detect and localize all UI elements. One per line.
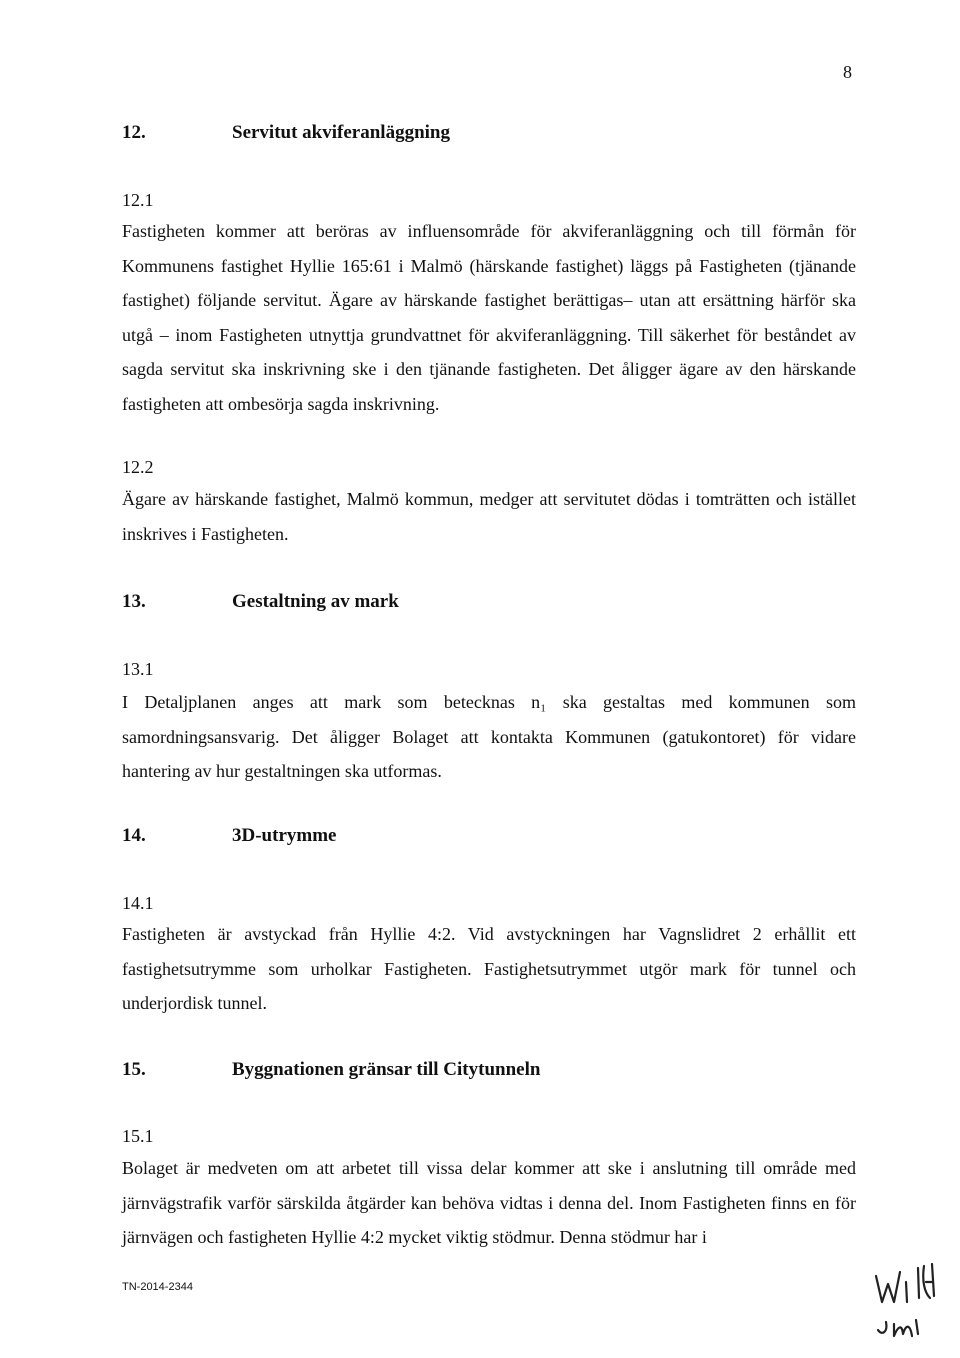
paragraph-13-1: I Detaljplanen anges att mark som betecknas n₁ ska gestaltas med kommunen som samordningsansvarig. Det åligger Bolaget att kontakta Kommunen (gatukontoret) för vidare hantering av hur gestaltningen ska utformas. (122, 692, 856, 781)
document-code: TN-2014-2344 (122, 1281, 193, 1293)
subsection-number-12-1: 12.1 (122, 190, 154, 210)
section-heading-15 (122, 1059, 540, 1081)
section-number: 12. (122, 122, 146, 143)
section-heading-14 (122, 825, 336, 847)
section-title: Byggnationen gränsar till Citytunneln (232, 1059, 541, 1080)
section-heading-12 (122, 122, 450, 144)
section-title: 3D-utrymme (232, 825, 337, 846)
section-heading-13 (122, 591, 399, 613)
subsection-number-13-1: 13.1 (122, 659, 154, 679)
section-number: 15. (122, 1059, 146, 1080)
paragraph-15-1: Bolaget är medveten om att arbetet till vissa delar kommer att ske i anslutning till område med järnvägstrafik varför särskilda åtgärder kan behöva vidtas i denna del. Inom Fastigheten finns en för järnvägen och fastigheten Hyllie 4:2 mycket viktig stödmur. Denna stödmur har i (122, 1158, 856, 1247)
paragraph-12-2: Ägare av härskande fastighet, Malmö kommun, medger att servitutet dödas i tomträtten och istället inskrives i Fastigheten. (122, 489, 856, 544)
section-title: Gestaltning av mark (232, 591, 399, 612)
paragraph-12-1: Fastigheten kommer att beröras av influensområde för akviferanläggning och till förmån för Kommunens fastighet Hyllie 165:61 i Malmö (härskande fastighet) läggs på Fastigheten (tjänande fastighet) följande servitut. Ägare av härskande fastighet berättigas– utan att ersättning härför ska utgå – inom Fastigheten utnyttja grundvattnet för akviferanläggning. Till säkerhet för beståndet av sagda servitut ska inskrivning ske i den tjänande fastigheten. Det åligger ägare av den härskande fastigheten att ombesörja sagda inskrivning. (122, 221, 856, 414)
subsection-number-14-1: 14.1 (122, 893, 154, 913)
page-number: 8 (843, 62, 852, 82)
handwritten-initials (872, 1262, 952, 1346)
paragraph-14-1: Fastigheten är avstyckad från Hyllie 4:2. Vid avstyckningen har Vagnslidret 2 erhållit ett fastighetsutrymme som urholkar Fastigheten. Fastighetsutrymmet utgör mark för tunnel och underjordisk tunnel. (122, 924, 856, 1013)
section-number: 14. (122, 825, 146, 846)
section-number: 13. (122, 591, 146, 612)
subsection-number-12-2: 12.2 (122, 457, 154, 477)
subsection-number-15-1: 15.1 (122, 1126, 154, 1146)
section-title: Servitut akviferanläggning (232, 122, 450, 143)
